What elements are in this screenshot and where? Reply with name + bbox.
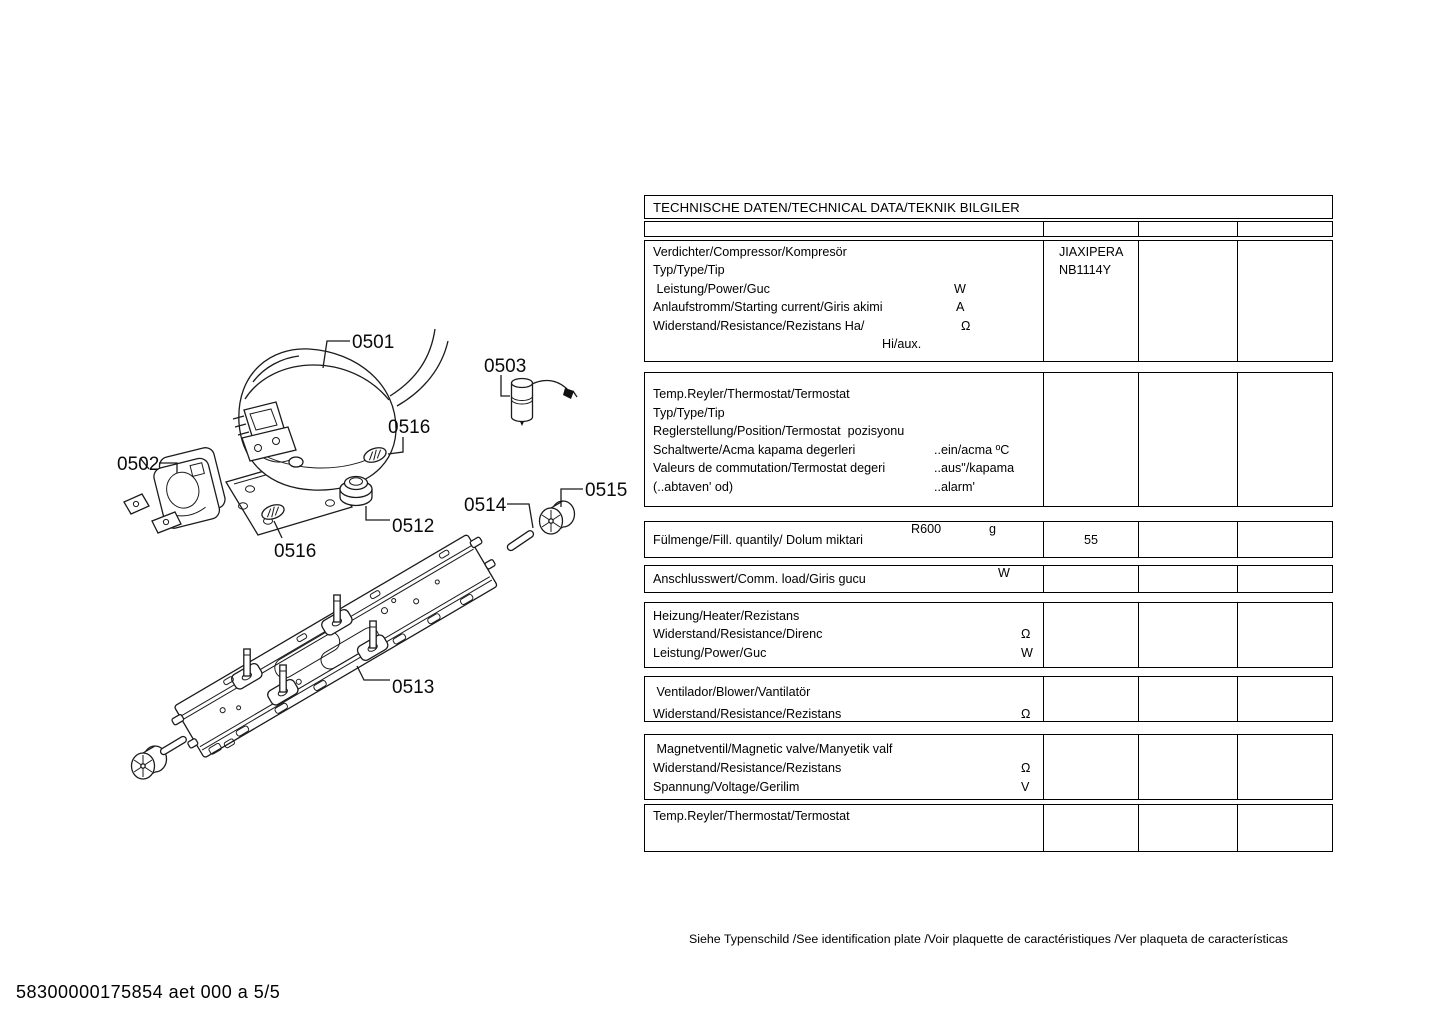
empty-cell [1138, 735, 1237, 799]
empty-cell [1237, 566, 1330, 592]
table-row [653, 566, 1043, 592]
pin-drawing [506, 529, 535, 551]
empty-cell [1043, 677, 1138, 721]
empty-cell [1043, 735, 1138, 799]
row-unit: Ω [1021, 760, 1031, 775]
row-value: ..ein/acma ºC [934, 442, 1010, 457]
compressor-type: NB1114Y [1059, 263, 1112, 278]
empty-cell [1138, 566, 1237, 592]
row-unit: A [956, 300, 965, 315]
row-unit: V [1021, 779, 1030, 794]
empty-cell [1237, 603, 1330, 667]
row-label: Widerstand/Resistance/Rezistans Ha/ [653, 318, 865, 333]
section-fill-quantity [644, 521, 1333, 558]
row-unit: W [1021, 645, 1033, 660]
row-label: Reglerstellung/Position/Termostat pozisyonu [653, 424, 905, 438]
leader-0512 [366, 506, 390, 520]
empty-cell [1237, 522, 1330, 557]
row-unit: g [989, 522, 997, 536]
section-magnetic-valve [644, 734, 1333, 800]
part-label-0502: 0502 [117, 454, 160, 475]
empty-cell [1043, 805, 1138, 851]
section-thermostat-2 [644, 804, 1333, 852]
empty-cell [1138, 522, 1237, 557]
row-label: Verdichter/Compressor/Kompresör [653, 245, 847, 259]
table-row [653, 317, 1043, 335]
row-label: Widerstand/Resistance/Direnc [653, 627, 823, 642]
section-connected-load [644, 565, 1333, 593]
section-compressor [644, 240, 1333, 362]
table-row [653, 298, 1043, 316]
header-cell [645, 222, 1043, 236]
table-row [653, 335, 1043, 353]
row-label: Fülmenge/Fill. quantily/ Dolum miktari [653, 532, 863, 547]
row-label: Hi/aux. [882, 336, 922, 351]
header-cell [1237, 222, 1330, 236]
row-label: Typ/Type/Tip [653, 405, 725, 420]
table-row [653, 385, 1043, 404]
row-value: ..aus"/kapama [934, 461, 1015, 475]
table-row [653, 703, 1043, 721]
table-row [653, 625, 1043, 643]
compressor-brand: JIAXIPERA [1059, 245, 1124, 259]
row-label: Heizung/Heater/Rezistans [653, 609, 800, 623]
row-label: Schaltwerte/Acma kapama degerleri [653, 442, 856, 457]
row-unit: Ω [961, 318, 971, 333]
part-label-0515: 0515 [585, 480, 628, 501]
row-unit: W [954, 281, 966, 296]
part-label-0514: 0514 [464, 495, 507, 516]
leader-0513 [357, 666, 390, 680]
empty-cell [1043, 373, 1138, 506]
table-row [653, 807, 1043, 825]
table-row [653, 441, 1043, 460]
table-row [653, 422, 1043, 441]
part-label-0501: 0501 [352, 332, 395, 353]
row-label: (..abtaven' od) [653, 479, 734, 494]
part-label-0516-bottom: 0516 [274, 541, 317, 562]
table-row [653, 459, 1043, 478]
leader-0503 [501, 375, 510, 396]
wheel-drawing [540, 501, 575, 534]
table-row [653, 644, 1043, 662]
row-label: Typ/Type/Tip [653, 263, 725, 278]
value-cell-line [1059, 243, 1138, 261]
empty-cell [1138, 603, 1237, 667]
table-row [653, 681, 1043, 703]
table-row [653, 740, 1043, 759]
row-unit: W [998, 566, 1010, 580]
row-value: ..alarm' [934, 479, 975, 494]
row-label: Leistung/Power/Guc [653, 281, 770, 296]
section-heater [644, 602, 1333, 668]
row-label: Valeurs de commutation/Termostat degeri [653, 461, 886, 475]
grommet-drawing [340, 477, 372, 506]
empty-cell [1237, 677, 1330, 721]
document-code: 58300000175854 aet 000 a 5/5 [16, 982, 281, 1002]
header-cell [1043, 222, 1138, 236]
refrigerant-type: R600 [911, 522, 942, 536]
table-row [653, 261, 1043, 279]
row-label: Spannung/Voltage/Gerilim [653, 779, 800, 794]
row-label: Temp.Reyler/Thermostat/Termostat [653, 387, 850, 401]
row-label: Magnetventil/Magnetic valve/Manyetik valf [653, 741, 893, 756]
empty-cell [1138, 241, 1237, 361]
empty-cell [1237, 241, 1330, 361]
header-cell [1138, 222, 1237, 236]
row-unit: Ω [1021, 627, 1031, 642]
section-thermostat [644, 372, 1333, 507]
empty-cell [1237, 373, 1330, 506]
row-label: Widerstand/Resistance/Rezistans [653, 707, 842, 721]
exploded-parts-diagram [0, 0, 660, 1019]
leader-0514 [507, 504, 533, 528]
row-unit: Ω [1021, 707, 1031, 721]
table-row [653, 478, 1043, 497]
empty-cell [1043, 603, 1138, 667]
capacitor-drawing [512, 379, 578, 427]
table-header-cells-row [644, 221, 1333, 237]
row-label: Widerstand/Resistance/Rezistans [653, 760, 842, 775]
empty-cell [1043, 566, 1138, 592]
part-label-0503: 0503 [484, 356, 527, 377]
empty-cell [1237, 735, 1330, 799]
table-row [653, 522, 1043, 557]
part-label-0512: 0512 [392, 516, 435, 537]
table-row [653, 607, 1043, 625]
table-row [653, 759, 1043, 778]
empty-cell [1138, 677, 1237, 721]
table-row [653, 404, 1043, 423]
rail-pin-drawing [159, 735, 187, 755]
empty-cell [1237, 805, 1330, 851]
row-label: Leistung/Power/Guc [653, 645, 767, 660]
empty-cell [1138, 373, 1237, 506]
value-cell-line [1059, 261, 1138, 279]
identification-plate-note: Siehe Typenschild /See identification plate /Voir plaquette de caractéristiques /Ver plaqueta de características [688, 932, 1288, 946]
part-label-0513: 0513 [392, 677, 435, 698]
part-label-0516-right: 0516 [388, 417, 431, 438]
row-label: Ventilador/Blower/Vantilatör [653, 685, 811, 699]
row-label: Anlaufstromm/Starting current/Giris akimi [653, 300, 883, 315]
fill-quantity-value: 55 [1083, 532, 1098, 547]
empty-cell [1138, 805, 1237, 851]
section-blower [644, 676, 1333, 722]
table-title-row [644, 195, 1333, 219]
table-row [653, 243, 1043, 261]
technical-data-table [644, 195, 1333, 855]
table-row [653, 280, 1043, 298]
row-label: Anschlusswert/Comm. load/Giris gucu [653, 572, 866, 586]
table-title: TECHNISCHE DATEN/TECHNICAL DATA/TEKNIK BILGILER [653, 199, 1020, 215]
table-row [653, 778, 1043, 797]
row-label: Temp.Reyler/Thermostat/Termostat [653, 809, 850, 823]
rail-assembly-drawing [132, 530, 507, 779]
